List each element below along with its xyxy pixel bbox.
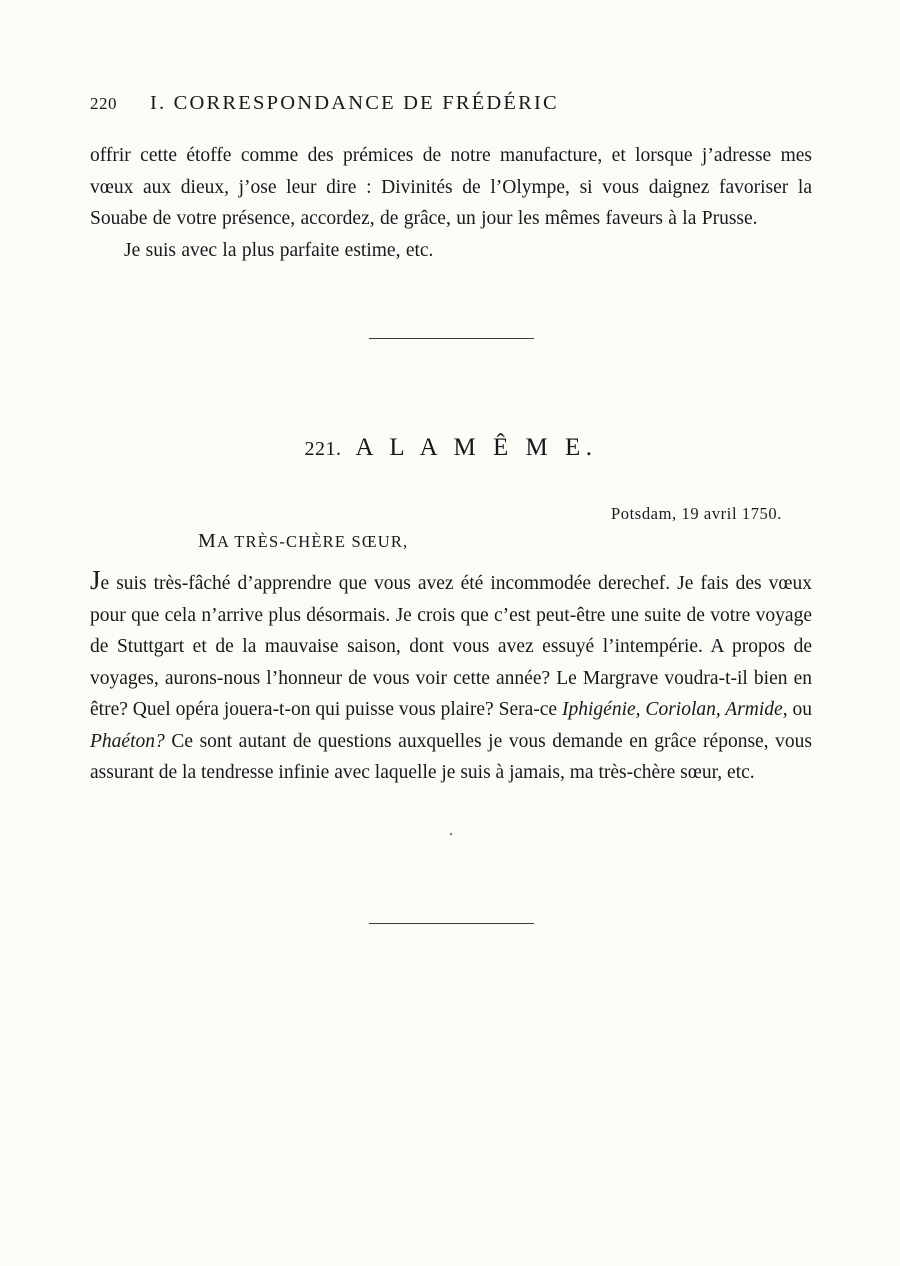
salutation-rest: A TRÈS-CHÈRE SŒUR, bbox=[216, 532, 409, 551]
paragraph-text-between: ou bbox=[787, 699, 813, 720]
section-divider-bottom bbox=[90, 923, 812, 924]
center-dot-mark: . bbox=[449, 821, 453, 839]
running-head bbox=[90, 92, 812, 122]
paragraph-text-part-1: e suis très-fâché d’apprendre que vous avez été incommodée derechef. Je fais des vœux pour que cela n’arrive plus désormais. Je crois que c’est peut-être une suite de votre voyage de Stuttgart et de la mauvaise saison, dont vous avez essuyé l’intempérie. A propos de voyages, aurons-nous l’honneur de vous voir cette année? Le Margrave voudra-t-il bien en être? Quel opéra jouera-t-on qui puisse vous plaire? Sera-ce bbox=[90, 573, 812, 720]
letter-place-date: Potsdam, 19 avril 1750. bbox=[610, 504, 782, 523]
letter-body-paragraph bbox=[90, 567, 812, 789]
letter-salutation bbox=[198, 530, 812, 553]
letter-title: A L A M Ê M E. bbox=[355, 434, 598, 461]
paragraph-initial-letter: J bbox=[90, 565, 101, 595]
work-title-2: Phaéton? bbox=[90, 730, 165, 752]
paragraph-continued: offrir cette étoffe comme des prémices de notre manufacture, et lorsque j’adresse mes vœux aux dieux, j’ose leur dire : Divinités de l’Olympe, si vous daignez favoriser la Souabe de votre présence, accordez, de grâce, un jour les mêmes faveurs à la Prusse. bbox=[90, 145, 812, 229]
divider-rule bbox=[369, 923, 534, 924]
salutation-initial: M bbox=[198, 530, 217, 552]
divider-rule bbox=[369, 338, 534, 339]
section-divider-top bbox=[90, 338, 812, 339]
letter-number: 221. bbox=[304, 438, 342, 460]
running-head-title: I. CORRESPONDANCE DE FRÉDÉRIC bbox=[150, 92, 559, 114]
page-folio-number: 220 bbox=[90, 94, 117, 113]
paragraph-text-part-2: Ce sont autant de questions auxquelles je vous demande en grâce réponse, vous assurant de la tendresse infinie avec laquelle je suis à jamais, ma très-chère sœur, etc. bbox=[90, 730, 812, 783]
paragraph-closing: Je suis avec la plus parfaite estime, etc. bbox=[124, 239, 434, 261]
letter-heading bbox=[90, 434, 812, 462]
work-title-1: Iphigénie, Coriolan, Armide, bbox=[562, 699, 788, 720]
page-content bbox=[90, 92, 812, 924]
